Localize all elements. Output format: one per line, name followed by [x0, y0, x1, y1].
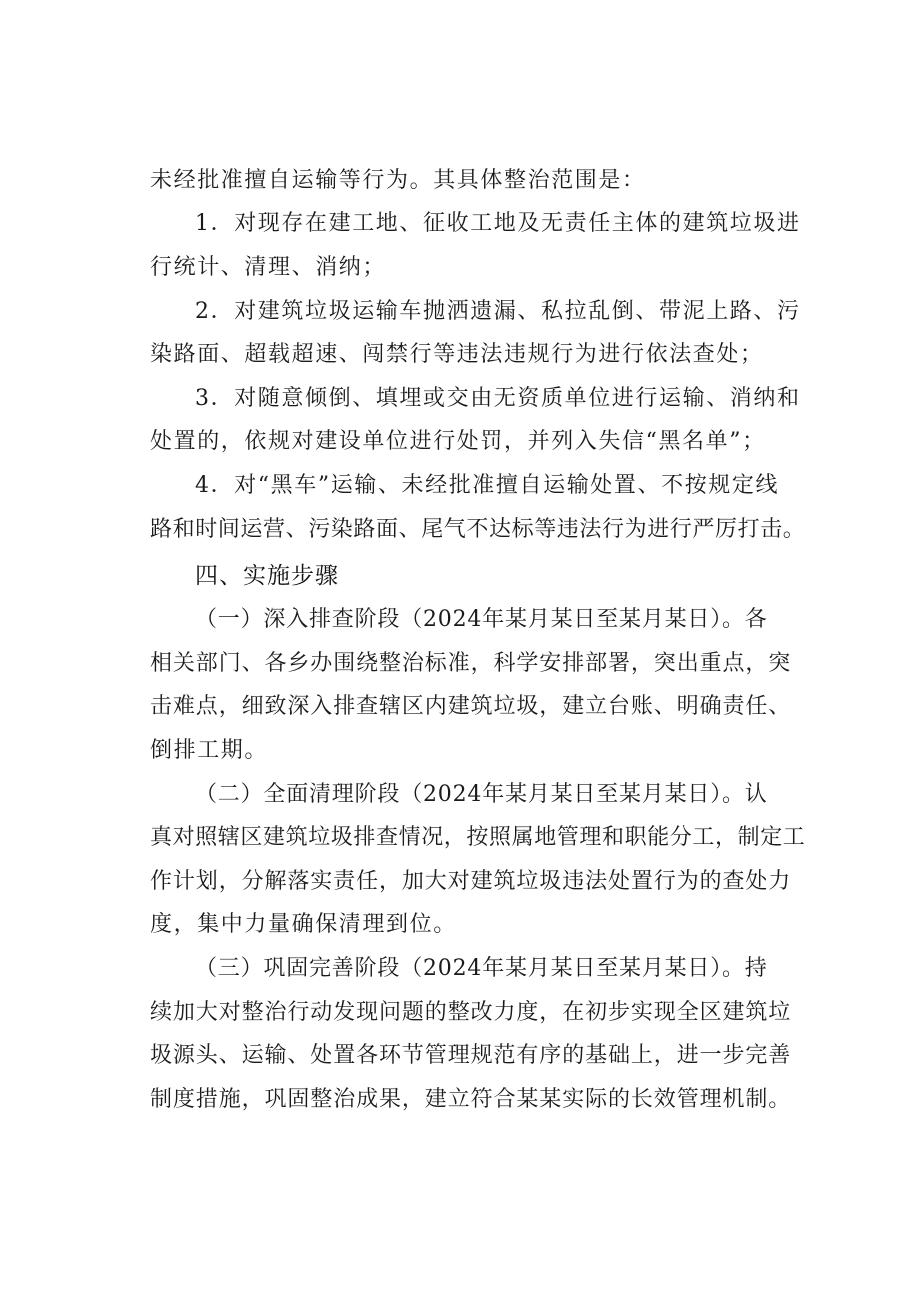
scope-item-4: 4．对“黑车”运输、未经批准擅自运输处置、不按规定线 — [195, 473, 780, 498]
body-text-line: 路和时间运营、污染路面、尾气不达标等违法行为进行严厉打击。 — [150, 517, 806, 542]
scope-item-1: 1．对现存在建工地、征收工地及无责任主体的建筑垃圾进 — [195, 211, 801, 236]
body-text-line: 未经批准擅自运输等行为。其具体整治范围是： — [150, 168, 646, 193]
body-text-line: 作计划，分解落实责任，加大对建筑垃圾违法处置行为的查处力 — [150, 869, 792, 894]
step-1-title: （一）深入排查阶段（2024年某月某日至某月某日）。各 — [195, 607, 768, 632]
body-text-line: 击难点，细致深入排查辖区内建筑垃圾，建立台账、明确责任、 — [150, 694, 792, 719]
step-2-title: （二）全面清理阶段（2024年某月某日至某月某日）。认 — [195, 782, 768, 807]
scope-item-2: 2．对建筑垃圾运输车抛洒遗漏、私拉乱倒、带泥上路、污 — [195, 299, 801, 324]
section-heading: 四、实施步骤 — [195, 563, 339, 589]
scope-item-3: 3．对随意倾倒、填埋或交由无资质单位进行运输、消纳和 — [195, 386, 801, 411]
body-text-line: 倒排工期。 — [150, 738, 269, 763]
body-text-line: 续加大对整治行动发现问题的整改力度，在初步实现全区建筑垃 — [150, 1000, 792, 1025]
body-text-line: 染路面、超载超速、闯禁行等违法违规行为进行依法查处； — [150, 342, 764, 367]
body-text-line: 度，集中力量确保清理到位。 — [150, 912, 457, 937]
body-text-line: 相关部门、各乡办围绕整治标准，科学安排部署，突出重点，突 — [150, 651, 792, 676]
body-text-line: 制度措施，巩固整治成果，建立符合某某实际的长效管理机制。 — [150, 1087, 792, 1112]
step-3-title: （三）巩固完善阶段（2024年某月某日至某月某日）。持 — [195, 956, 768, 981]
body-text-line: 真对照辖区建筑垃圾排查情况，按照属地管理和职能分工，制定工 — [150, 825, 806, 850]
body-text-line: 处置的，依规对建设单位进行处罚，并列入失信“黑名单”； — [150, 429, 766, 454]
body-text-line: 圾源头、运输、处置各环节管理规范有序的基础上，进一步完善 — [150, 1043, 792, 1068]
body-text-line: 行统计、清理、消纳； — [150, 255, 387, 280]
